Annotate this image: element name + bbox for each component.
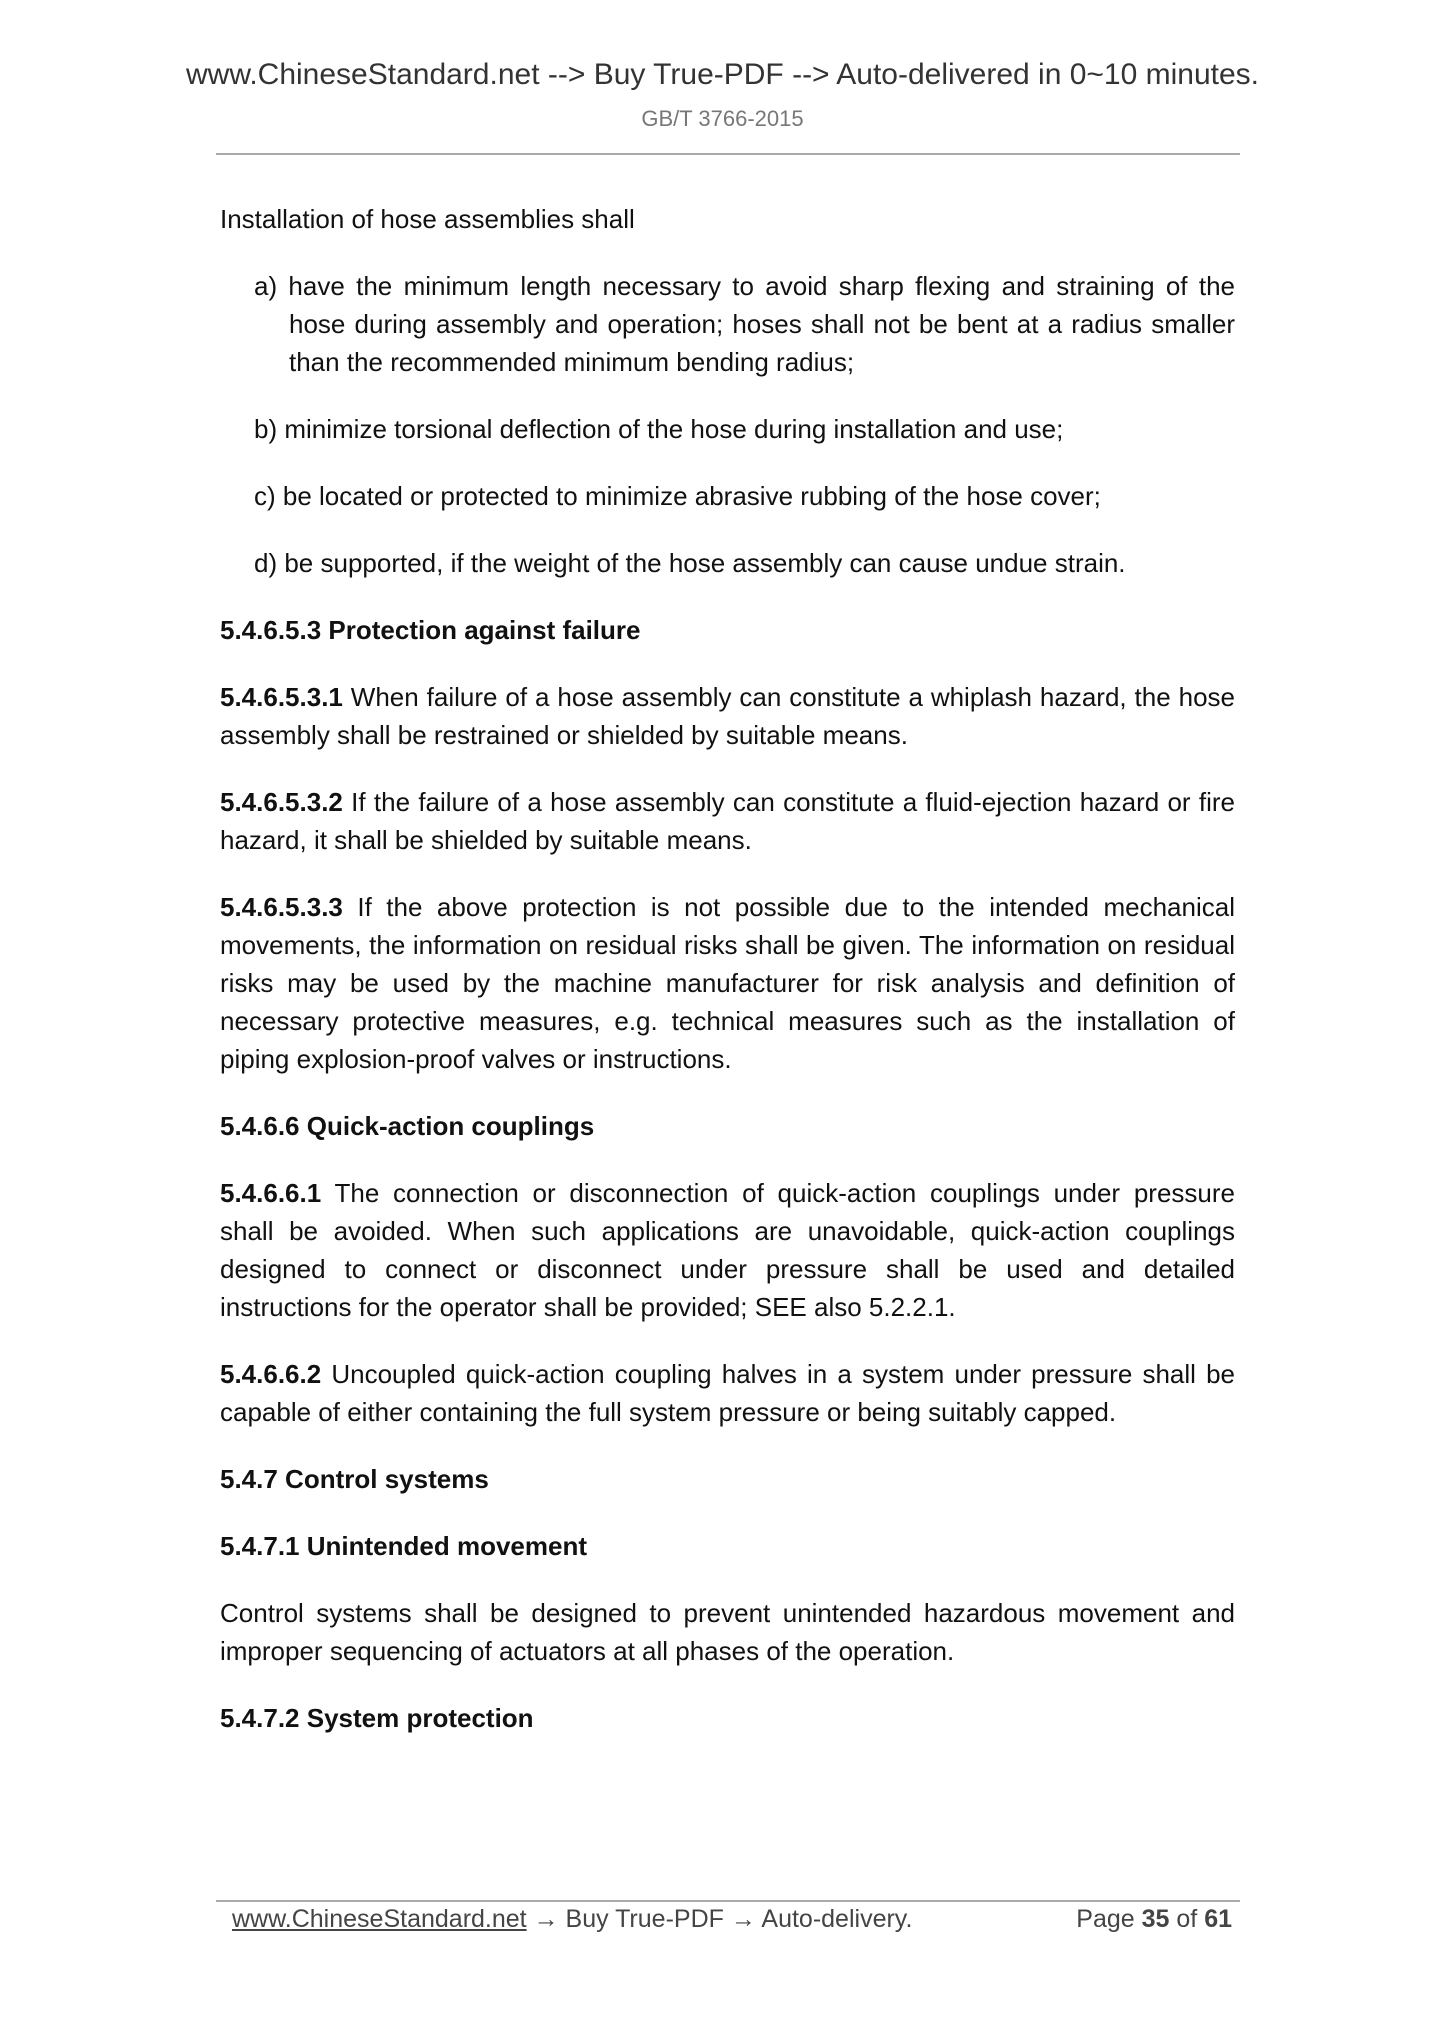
section-heading: 5.4.7 Control systems <box>220 1464 489 1494</box>
list-item: c) be located or protected to minimize abrasive rubbing of the hose cover; <box>254 481 1101 511</box>
paragraph <box>220 678 1235 754</box>
document-body <box>220 200 1235 1766</box>
paragraph <box>220 1174 1235 1326</box>
clause-text: If the above protection is not possible due to the intended mechanical movements, the information on residual risks shall be given. The information on residual risks may be used by the machine manufacturer for risk analysis and definition of necessary protective measures, e.g. technical measures such as the installation of piping explosion-proof valves or instructions. <box>220 892 1235 1074</box>
header-divider <box>216 153 1240 155</box>
footer <box>232 1905 1232 1934</box>
section-heading: 5.4.7.1 Unintended movement <box>220 1531 587 1561</box>
paragraph: Control systems shall be designed to prevent unintended hazardous movement and improper sequencing of actuators at all phases of the operation. <box>220 1598 1235 1666</box>
clause-text: The connection or disconnection of quick-action couplings under pressure shall be avoided. When such applications are unavoidable, quick-action couplings designed to connect or disconnect under pressure shall be used and detailed instructions for the operator shall be provided; SEE also 5.2.2.1. <box>220 1178 1235 1322</box>
list-item: a) have the minimum length necessary to avoid sharp flexing and straining of the hose during assembly and operation; hoses shall not be bent at a radius smaller than the recommended minimum bending radius; <box>254 271 1235 377</box>
header-banner: www.ChineseStandard.net --> Buy True-PDF --> Auto-delivered in 0~10 minutes. <box>185 58 1260 91</box>
intro-text: Installation of hose assemblies shall <box>220 204 635 234</box>
section-heading: 5.4.7.2 System protection <box>220 1703 534 1733</box>
footer-text: → Buy True-PDF → Auto-delivery. <box>526 1905 913 1933</box>
standard-number: GB/T 3766-2015 <box>641 106 804 131</box>
list-item: d) be supported, if the weight of the hose assembly can cause undue strain. <box>254 548 1126 578</box>
paragraph <box>220 1355 1235 1431</box>
clause-text: Uncoupled quick-action coupling halves in a system under pressure shall be capable of either containing the full system pressure or being suitably capped. <box>220 1359 1235 1427</box>
page-label: Page <box>1076 1905 1142 1933</box>
clause-number: 5.4.6.5.3.1 <box>220 682 343 712</box>
section-heading: 5.4.6.5.3 Protection against failure <box>220 615 641 645</box>
page-number: 35 <box>1141 1905 1170 1933</box>
clause-number: 5.4.6.6.2 <box>220 1359 322 1389</box>
clause-number: 5.4.6.6.1 <box>220 1178 322 1208</box>
clause-text: If the failure of a hose assembly can constitute a fluid-ejection hazard or fire hazard, it shall be shielded by suitable means. <box>220 787 1235 855</box>
section-heading: 5.4.6.6 Quick-action couplings <box>220 1111 595 1141</box>
page-of: of <box>1169 1905 1205 1933</box>
footer-link[interactable]: www.ChineseStandard.net <box>232 1905 527 1933</box>
clause-number: 5.4.6.5.3.2 <box>220 787 343 817</box>
clause-text: When failure of a hose assembly can constitute a whiplash hazard, the hose assembly shall be restrained or shielded by suitable means. <box>220 682 1235 750</box>
list-item: b) minimize torsional deflection of the hose during installation and use; <box>254 414 1064 444</box>
paragraph <box>220 783 1235 859</box>
page-total: 61 <box>1204 1905 1232 1933</box>
footer-divider <box>216 1900 1240 1902</box>
clause-number: 5.4.6.5.3.3 <box>220 892 343 922</box>
paragraph <box>220 888 1235 1078</box>
page-indicator <box>1076 1905 1232 1934</box>
